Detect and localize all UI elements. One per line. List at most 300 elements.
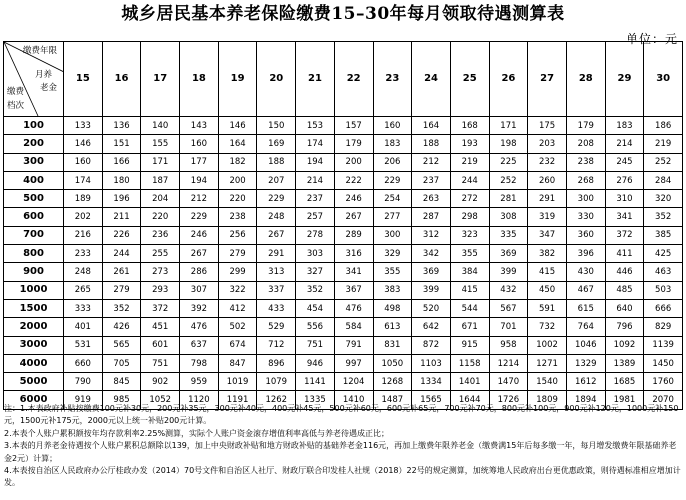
value-cell: 1268: [373, 373, 412, 391]
value-cell: 179: [334, 135, 373, 153]
value-cell: 1120: [180, 391, 219, 409]
value-cell: 446: [605, 263, 644, 281]
value-cell: 248: [64, 263, 103, 281]
value-cell: 136: [102, 117, 141, 135]
value-cell: 433: [257, 299, 296, 317]
value-cell: 915: [450, 336, 489, 354]
value-cell: 276: [605, 171, 644, 189]
footnote-line: 2.本表个人账户累积额按年均存款利率2.25%测算，实际个人账户资金滚存增值利率高低与养老待遇成正比；: [4, 428, 390, 438]
value-cell: 289: [334, 226, 373, 244]
value-cell: 307: [180, 281, 219, 299]
tier-cell: 3000: [4, 336, 64, 354]
table-row: [4, 263, 683, 281]
value-cell: 732: [528, 318, 567, 336]
value-cell: 327: [296, 263, 335, 281]
value-cell: 919: [64, 391, 103, 409]
table-row: [4, 135, 683, 153]
year-header: 23: [373, 42, 412, 117]
value-cell: 601: [141, 336, 180, 354]
value-cell: 705: [102, 354, 141, 372]
value-cell: 316: [334, 245, 373, 263]
value-cell: 454: [296, 299, 335, 317]
value-cell: 367: [334, 281, 373, 299]
table-row: [4, 336, 683, 354]
value-cell: 193: [450, 135, 489, 153]
value-cell: 751: [141, 354, 180, 372]
value-cell: 278: [296, 226, 335, 244]
value-cell: 245: [605, 153, 644, 171]
value-cell: 985: [102, 391, 141, 409]
value-cell: 701: [489, 318, 528, 336]
value-cell: 229: [257, 190, 296, 208]
value-cell: 796: [605, 318, 644, 336]
value-cell: 450: [528, 281, 567, 299]
value-cell: 476: [180, 318, 219, 336]
value-cell: 584: [334, 318, 373, 336]
value-cell: 157: [334, 117, 373, 135]
value-cell: 1271: [528, 354, 567, 372]
value-cell: 660: [64, 354, 103, 372]
unit-label: 单位：元: [625, 32, 678, 46]
value-cell: 463: [644, 263, 683, 281]
value-cell: 432: [489, 281, 528, 299]
value-cell: 200: [334, 153, 373, 171]
table-row: [4, 117, 683, 135]
value-cell: 202: [64, 208, 103, 226]
value-cell: 216: [64, 226, 103, 244]
value-cell: 360: [566, 226, 605, 244]
value-cell: 168: [450, 117, 489, 135]
value-cell: 320: [644, 190, 683, 208]
value-cell: 544: [450, 299, 489, 317]
value-cell: 225: [489, 153, 528, 171]
value-cell: 254: [373, 190, 412, 208]
value-cell: 233: [64, 245, 103, 263]
year-header: 15: [64, 42, 103, 117]
value-cell: 959: [180, 373, 219, 391]
value-cell: 252: [489, 171, 528, 189]
value-cell: 1019: [218, 373, 257, 391]
footnotes: [4, 403, 684, 490]
value-cell: 222: [334, 171, 373, 189]
value-cell: 189: [64, 190, 103, 208]
value-cell: 567: [489, 299, 528, 317]
value-cell: 671: [450, 318, 489, 336]
value-cell: 384: [450, 263, 489, 281]
value-cell: 203: [528, 135, 567, 153]
value-cell: 342: [412, 245, 451, 263]
value-cell: 347: [528, 226, 567, 244]
value-cell: 313: [257, 263, 296, 281]
tier-cell: 900: [4, 263, 64, 281]
year-header: 29: [605, 42, 644, 117]
value-cell: 265: [64, 281, 103, 299]
pension-table: [3, 41, 683, 410]
tier-cell: 800: [4, 245, 64, 263]
value-cell: 383: [373, 281, 412, 299]
corner-tier-label-1: 缴费: [7, 87, 25, 97]
value-cell: 591: [528, 299, 567, 317]
value-cell: 642: [412, 318, 451, 336]
value-cell: 372: [141, 299, 180, 317]
value-cell: 764: [566, 318, 605, 336]
value-cell: 829: [644, 318, 683, 336]
value-cell: 958: [489, 336, 528, 354]
value-cell: 252: [644, 153, 683, 171]
value-cell: 565: [102, 336, 141, 354]
value-cell: 1809: [528, 391, 567, 409]
corner-years-label: 缴费年限: [23, 46, 58, 56]
value-cell: 198: [489, 135, 528, 153]
value-cell: 847: [218, 354, 257, 372]
value-cell: 1092: [605, 336, 644, 354]
corner-pension-label-2: 老金: [40, 83, 58, 93]
value-cell: 485: [605, 281, 644, 299]
value-cell: 476: [334, 299, 373, 317]
value-cell: 426: [102, 318, 141, 336]
value-cell: 1401: [450, 373, 489, 391]
year-header: 24: [412, 42, 451, 117]
tier-cell: 700: [4, 226, 64, 244]
value-cell: 2070: [644, 391, 683, 409]
value-cell: 1046: [566, 336, 605, 354]
value-cell: 845: [102, 373, 141, 391]
value-cell: 1410: [334, 391, 373, 409]
value-cell: 229: [373, 171, 412, 189]
value-cell: 997: [334, 354, 373, 372]
value-cell: 790: [64, 373, 103, 391]
tier-cell: 500: [4, 190, 64, 208]
value-cell: 831: [373, 336, 412, 354]
value-cell: 946: [296, 354, 335, 372]
value-cell: 1981: [605, 391, 644, 409]
value-cell: 312: [412, 226, 451, 244]
value-cell: 298: [450, 208, 489, 226]
value-cell: 411: [605, 245, 644, 263]
value-cell: 520: [412, 299, 451, 317]
year-header: 17: [141, 42, 180, 117]
value-cell: 244: [450, 171, 489, 189]
year-header: 27: [528, 42, 567, 117]
value-cell: 226: [102, 226, 141, 244]
value-cell: 1487: [373, 391, 412, 409]
value-cell: 640: [605, 299, 644, 317]
value-cell: 531: [64, 336, 103, 354]
value-cell: 415: [528, 263, 567, 281]
table-row: [4, 299, 683, 317]
tier-cell: 400: [4, 171, 64, 189]
value-cell: 287: [412, 208, 451, 226]
value-cell: 666: [644, 299, 683, 317]
value-cell: 415: [450, 281, 489, 299]
corner-tier-label-2: 档次: [7, 101, 25, 111]
value-cell: 219: [644, 135, 683, 153]
tier-cell: 6000: [4, 391, 64, 409]
value-cell: 637: [180, 336, 219, 354]
value-cell: 341: [334, 263, 373, 281]
value-cell: 267: [257, 226, 296, 244]
value-cell: 255: [141, 245, 180, 263]
value-cell: 1894: [566, 391, 605, 409]
value-cell: 214: [605, 135, 644, 153]
value-cell: 1002: [528, 336, 567, 354]
value-cell: 556: [296, 318, 335, 336]
value-cell: 183: [373, 135, 412, 153]
value-cell: 308: [489, 208, 528, 226]
value-cell: 272: [450, 190, 489, 208]
value-cell: 166: [102, 153, 141, 171]
value-cell: 187: [141, 171, 180, 189]
value-cell: 182: [218, 153, 257, 171]
value-cell: 171: [141, 153, 180, 171]
value-cell: 160: [180, 135, 219, 153]
value-cell: 174: [296, 135, 335, 153]
value-cell: 613: [373, 318, 412, 336]
value-cell: 791: [334, 336, 373, 354]
table-row: [4, 226, 683, 244]
value-cell: 150: [257, 117, 296, 135]
value-cell: 180: [102, 171, 141, 189]
year-header: 19: [218, 42, 257, 117]
tier-cell: 200: [4, 135, 64, 153]
value-cell: 281: [489, 190, 528, 208]
value-cell: 1450: [644, 354, 683, 372]
table-row: [4, 354, 683, 372]
value-cell: 1685: [605, 373, 644, 391]
value-cell: 1262: [257, 391, 296, 409]
value-cell: 268: [566, 171, 605, 189]
value-cell: 229: [180, 208, 219, 226]
value-cell: 220: [218, 190, 257, 208]
value-cell: 140: [141, 117, 180, 135]
value-cell: 208: [566, 135, 605, 153]
year-header: 22: [334, 42, 373, 117]
value-cell: 238: [218, 208, 257, 226]
value-cell: 246: [334, 190, 373, 208]
value-cell: 237: [296, 190, 335, 208]
tier-cell: 5000: [4, 373, 64, 391]
value-cell: 382: [528, 245, 567, 263]
table-row: [4, 245, 683, 263]
tier-cell: 4000: [4, 354, 64, 372]
value-cell: 220: [141, 208, 180, 226]
value-cell: 293: [141, 281, 180, 299]
value-cell: 267: [180, 245, 219, 263]
value-cell: 146: [218, 117, 257, 135]
value-cell: 211: [102, 208, 141, 226]
year-header: 20: [257, 42, 296, 117]
value-cell: 300: [566, 190, 605, 208]
header-row: [4, 42, 683, 117]
value-cell: 319: [528, 208, 567, 226]
tier-cell: 1000: [4, 281, 64, 299]
value-cell: 352: [102, 299, 141, 317]
value-cell: 503: [644, 281, 683, 299]
value-cell: 171: [489, 117, 528, 135]
year-header: 28: [566, 42, 605, 117]
value-cell: 355: [373, 263, 412, 281]
value-cell: 467: [566, 281, 605, 299]
value-cell: 1335: [296, 391, 335, 409]
value-cell: 369: [412, 263, 451, 281]
value-cell: 674: [218, 336, 257, 354]
tier-cell: 300: [4, 153, 64, 171]
value-cell: 179: [566, 117, 605, 135]
value-cell: 256: [218, 226, 257, 244]
value-cell: 425: [644, 245, 683, 263]
value-cell: 1565: [412, 391, 451, 409]
value-cell: 263: [412, 190, 451, 208]
table-corner-header: [4, 42, 64, 117]
value-cell: 337: [257, 281, 296, 299]
value-cell: 1329: [566, 354, 605, 372]
value-cell: 204: [141, 190, 180, 208]
value-cell: 160: [373, 117, 412, 135]
value-cell: 712: [257, 336, 296, 354]
value-cell: 333: [64, 299, 103, 317]
year-header: 16: [102, 42, 141, 117]
footnote-line: 注：1.本表政府补贴按缴费100元补30元，200元补35元，300元补40元，400元补45元，500元补60元，600元补65元，700元补70元，800元补100元，900元补120元，1000元补150元，1500元补175元，2000元以上统一补贴200元计算。: [4, 404, 679, 426]
value-cell: 183: [605, 117, 644, 135]
table-row: [4, 190, 683, 208]
value-cell: 169: [257, 135, 296, 153]
value-cell: 267: [334, 208, 373, 226]
value-cell: 196: [102, 190, 141, 208]
value-cell: 399: [412, 281, 451, 299]
value-cell: 177: [180, 153, 219, 171]
table-row: [4, 373, 683, 391]
table-row: [4, 208, 683, 226]
footnote-line: 4.本表按自治区人民政府办公厅桂政办发（2014）70号文件和自治区人社厅、财政厅联合印发桂人社规（2018）22号的规定测算，加统筹地人民政府出台更优惠政策，则待遇标准相应增加计发。: [4, 466, 681, 488]
value-cell: 529: [257, 318, 296, 336]
value-cell: 232: [528, 153, 567, 171]
value-cell: 236: [141, 226, 180, 244]
value-cell: 219: [450, 153, 489, 171]
value-cell: 355: [450, 245, 489, 263]
value-cell: 291: [528, 190, 567, 208]
year-header: 25: [450, 42, 489, 117]
value-cell: 261: [102, 263, 141, 281]
value-cell: 1050: [373, 354, 412, 372]
value-cell: 133: [64, 117, 103, 135]
value-cell: 151: [102, 135, 141, 153]
value-cell: 1139: [644, 336, 683, 354]
value-cell: 273: [141, 263, 180, 281]
value-cell: 200: [218, 171, 257, 189]
value-cell: 212: [180, 190, 219, 208]
value-cell: 146: [64, 135, 103, 153]
page-title: 城乡居民基本养老保险缴费15–30年每月领取待遇测算表: [121, 4, 565, 24]
year-header: 18: [180, 42, 219, 117]
value-cell: 206: [373, 153, 412, 171]
value-cell: 399: [489, 263, 528, 281]
value-cell: 1141: [296, 373, 335, 391]
table-row: [4, 171, 683, 189]
value-cell: 1644: [450, 391, 489, 409]
value-cell: 1158: [450, 354, 489, 372]
year-header: 26: [489, 42, 528, 117]
value-cell: 372: [605, 226, 644, 244]
value-cell: 237: [412, 171, 451, 189]
value-cell: 284: [644, 171, 683, 189]
value-cell: 751: [296, 336, 335, 354]
value-cell: 798: [180, 354, 219, 372]
value-cell: 352: [296, 281, 335, 299]
value-cell: 160: [64, 153, 103, 171]
tier-cell: 600: [4, 208, 64, 226]
value-cell: 396: [566, 245, 605, 263]
value-cell: 352: [644, 208, 683, 226]
table-body: [4, 117, 683, 410]
value-cell: 323: [450, 226, 489, 244]
table-row: [4, 153, 683, 171]
value-cell: 1214: [489, 354, 528, 372]
value-cell: 248: [257, 208, 296, 226]
corner-pension-label-1: 月养: [35, 70, 53, 80]
value-cell: 188: [257, 153, 296, 171]
value-cell: 1389: [605, 354, 644, 372]
value-cell: 1191: [218, 391, 257, 409]
value-cell: 502: [218, 318, 257, 336]
value-cell: 212: [412, 153, 451, 171]
value-cell: 1334: [412, 373, 451, 391]
value-cell: 291: [257, 245, 296, 263]
tier-cell: 1500: [4, 299, 64, 317]
value-cell: 303: [296, 245, 335, 263]
value-cell: 1760: [644, 373, 683, 391]
value-cell: 279: [218, 245, 257, 263]
value-cell: 299: [218, 263, 257, 281]
value-cell: 260: [528, 171, 567, 189]
value-cell: 246: [180, 226, 219, 244]
value-cell: 451: [141, 318, 180, 336]
value-cell: 194: [180, 171, 219, 189]
value-cell: 1470: [489, 373, 528, 391]
value-cell: 155: [141, 135, 180, 153]
value-cell: 164: [218, 135, 257, 153]
value-cell: 207: [257, 171, 296, 189]
value-cell: 615: [566, 299, 605, 317]
value-cell: 310: [605, 190, 644, 208]
value-cell: 186: [644, 117, 683, 135]
year-header: 30: [644, 42, 683, 117]
value-cell: 1079: [257, 373, 296, 391]
value-cell: 300: [373, 226, 412, 244]
value-cell: 902: [141, 373, 180, 391]
value-cell: 335: [489, 226, 528, 244]
value-cell: 896: [257, 354, 296, 372]
value-cell: 164: [412, 117, 451, 135]
value-cell: 872: [412, 336, 451, 354]
tier-cell: 100: [4, 117, 64, 135]
year-header: 21: [296, 42, 335, 117]
value-cell: 329: [373, 245, 412, 263]
value-cell: 341: [605, 208, 644, 226]
value-cell: 401: [64, 318, 103, 336]
value-cell: 188: [412, 135, 451, 153]
value-cell: 153: [296, 117, 335, 135]
value-cell: 286: [180, 263, 219, 281]
value-cell: 1612: [566, 373, 605, 391]
value-cell: 498: [373, 299, 412, 317]
value-cell: 257: [296, 208, 335, 226]
value-cell: 174: [64, 171, 103, 189]
footnote-line: 3.本表的月养老金待遇按个人账户累积总额除以139，加上中央财政补贴和地方财政补贴的基础养老金116元，再加上缴费年限养老金（缴费满15年后每多缴一年，每月增发缴费年限基础养老金2元）计算；: [4, 441, 677, 463]
value-cell: 279: [102, 281, 141, 299]
value-cell: 244: [102, 245, 141, 263]
table-row: [4, 281, 683, 299]
value-cell: 412: [218, 299, 257, 317]
